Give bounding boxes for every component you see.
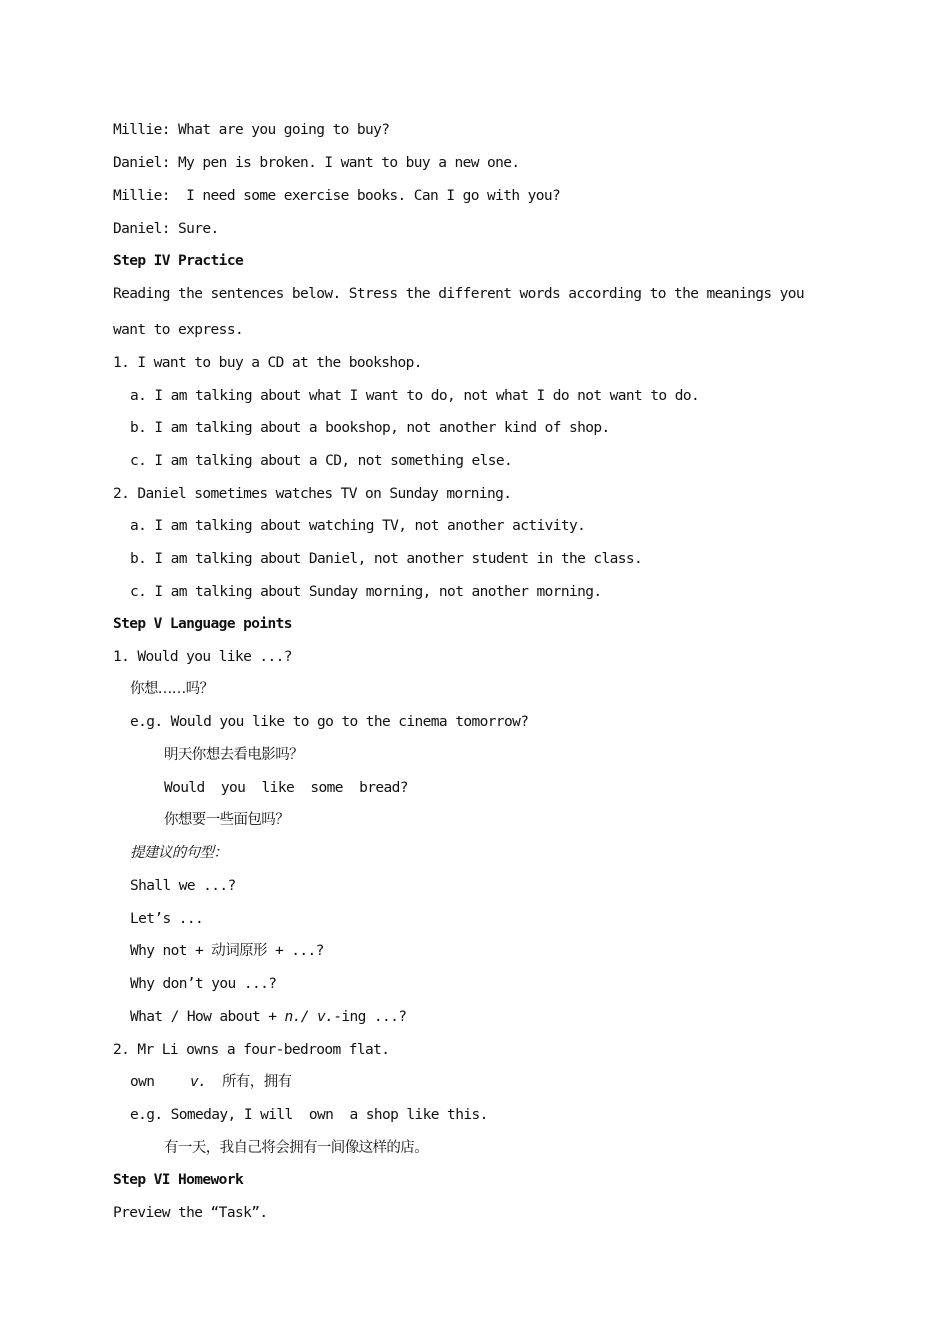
pattern-5-suffix: -ing ...?	[333, 1009, 407, 1025]
step4-instruction-line-1: Reading the sentences below. Stress the different words according to the meanings you	[113, 286, 805, 302]
suggestion-pattern-4: Why don’t you ...?	[130, 976, 277, 992]
point2-part-of-speech: v.	[190, 1074, 207, 1090]
q1-option-c: c. I am talking about a CD, not something else.	[130, 453, 513, 469]
step6-heading: Step VI Homework	[113, 1172, 244, 1188]
point2-word-meaning: 所有，拥有	[222, 1074, 292, 1090]
dialogue-line-2: Daniel: My pen is broken. I want to buy a new one.	[113, 155, 520, 171]
q1-option-b: b. I am talking about a bookshop, not another kind of shop.	[130, 420, 610, 436]
dialogue-line-1: Millie: What are you going to buy?	[113, 122, 390, 138]
point2-example-translation: 有一天，我自己将会拥有一间像这样的店。	[164, 1140, 429, 1156]
q2-sentence: 2. Daniel sometimes watches TV on Sunday morning.	[113, 486, 512, 502]
point2-title: 2. Mr Li owns a four-bedroom flat.	[113, 1042, 390, 1058]
step5-heading: Step V Language points	[113, 616, 292, 632]
point1-example-1: e.g. Would you like to go to the cinema tomorrow?	[130, 714, 529, 730]
dialogue-line-3: Millie: I need some exercise books. Can I go with you?	[113, 188, 561, 204]
homework-task: Preview the “Task”.	[113, 1205, 268, 1221]
q1-sentence: 1. I want to buy a CD at the bookshop.	[113, 355, 422, 371]
point1-example-1-translation: 明天你想去看电影吗？	[164, 747, 303, 763]
point1-meaning: 你想……吗？	[130, 681, 214, 697]
suggestion-pattern-2: Let’s ...	[130, 911, 204, 927]
q1-option-a: a. I am talking about what I want to do, not what I do not want to do.	[130, 388, 700, 404]
suggestion-pattern-3: Why not + 动词原形 + ...?	[130, 943, 324, 959]
q2-option-a: a. I am talking about watching TV, not another activity.	[130, 518, 586, 534]
suggestion-patterns-title: 提建议的句型：	[130, 845, 228, 861]
suggestion-pattern-1: Shall we ...?	[130, 878, 236, 894]
point2-example: e.g. Someday, I will own a shop like this.	[130, 1107, 488, 1123]
q2-option-c: c. I am talking about Sunday morning, not another morning.	[130, 584, 602, 600]
q2-option-b: b. I am talking about Daniel, not another student in the class.	[130, 551, 643, 567]
step4-instruction-line-2: want to express.	[113, 322, 244, 338]
point1-example-2-translation: 你想要一些面包吗？	[164, 812, 290, 828]
point1-title: 1. Would you like ...?	[113, 649, 292, 665]
point1-example-2: Would you like some bread?	[164, 780, 408, 796]
pattern-5-pos: n./ v.	[284, 1009, 334, 1025]
point2-word: own	[130, 1074, 155, 1090]
step4-heading: Step IV Practice	[113, 253, 244, 269]
dialogue-line-4: Daniel: Sure.	[113, 221, 219, 237]
suggestion-pattern-5	[130, 1007, 406, 1027]
pattern-5-prefix: What / How about +	[130, 1009, 285, 1025]
